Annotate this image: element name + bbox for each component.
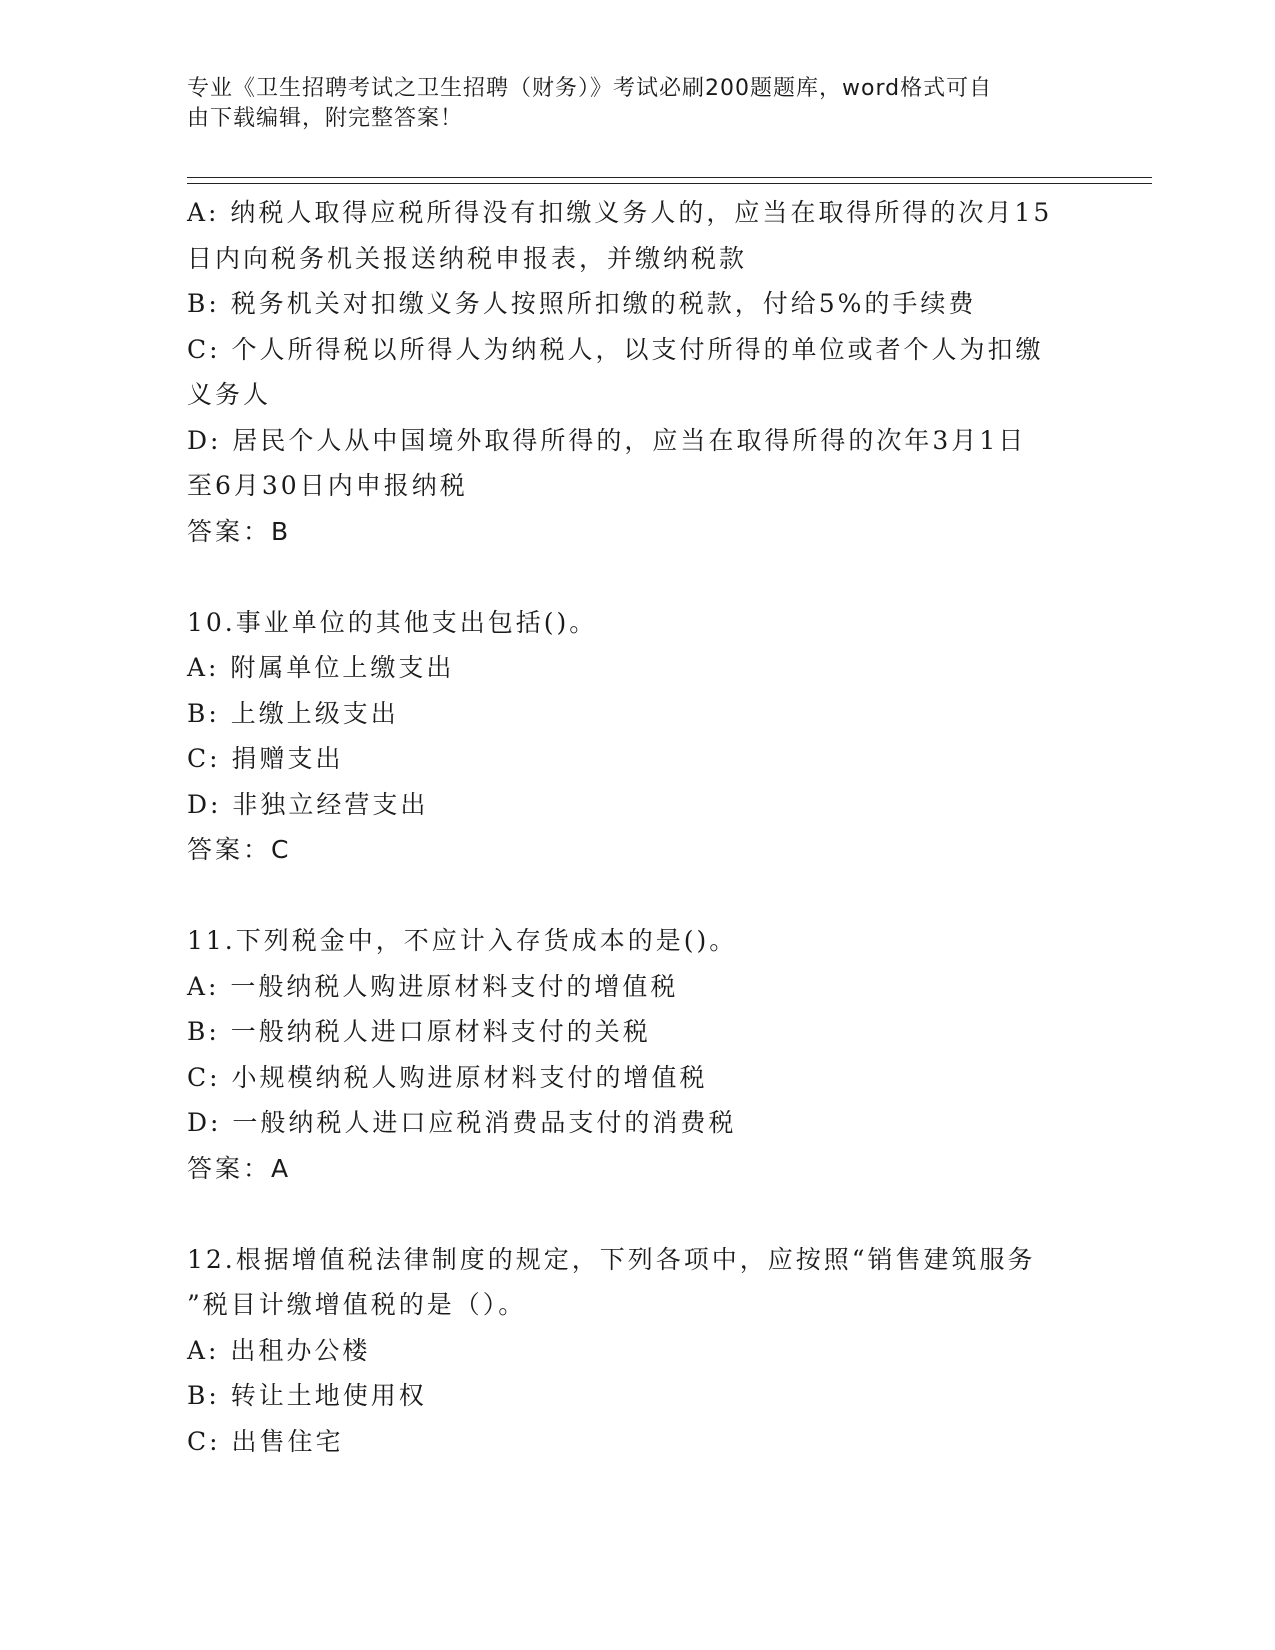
option-d-line-1: D: 居民个人从中国境外取得所得的，应当在取得所得的次年3月1日 [187,425,1027,455]
answer: 答案：A [187,1153,292,1183]
question-text: 10.事业单位的其他支出包括()。 [187,607,598,637]
option-c: C: 捐赠支出 [187,744,344,773]
spacer [187,554,1087,600]
option-a-line-2: 日内向税务机关报送纳税申报表，并缴纳税款 [187,243,748,273]
option-d-line-2: 至6月30日内申报纳税 [187,471,468,500]
option-c: C: 小规模纳税人购进原材料支付的增值税 [187,1062,708,1092]
question-10 [187,600,1087,873]
document-header [187,74,1067,134]
question-text-line-2: ”税目计缴增值税的是（）。 [187,1290,527,1319]
answer: 答案：C [187,835,292,864]
question-12 [187,1237,1087,1465]
option-a: A: 出租办公楼 [187,1335,371,1365]
header-line-1: 专业《卫生招聘考试之卫生招聘（财务）》考试必刷200题题库，word格式可自 [187,76,993,101]
header-divider-top [187,177,1152,178]
option-a: A: 附属单位上缴支出 [187,653,455,682]
question-text-line-1: 12.根据增值税法律制度的规定，下列各项中，应按照“销售建筑服务 [187,1244,1036,1274]
option-c-line-2: 义务人 [187,380,272,409]
question-9 [187,190,1087,554]
option-a-line-1: A: 纳税人取得应税所得没有扣缴义务人的，应当在取得所得的次月15 [187,198,1053,227]
header-line-2: 由下载编辑，附完整答案！ [187,106,464,131]
option-c: C: 出售住宅 [187,1426,344,1456]
spacer [187,873,1087,919]
option-a: A: 一般纳税人购进原材料支付的增值税 [187,971,679,1001]
option-d: D: 一般纳税人进口应税消费品支付的消费税 [187,1108,737,1137]
spacer [187,1191,1087,1237]
answer: 答案：B [187,516,292,546]
question-11 [187,918,1087,1191]
option-c-line-1: C: 个人所得税以所得人为纳税人，以支付所得的单位或者个人为扣缴 [187,334,1044,364]
option-b: B: 上缴上级支出 [187,698,399,728]
option-b: B: 税务机关对扣缴义务人按照所扣缴的税款，付给5%的手续费 [187,289,977,318]
question-text: 11.下列税金中，不应计入存货成本的是()。 [187,926,738,955]
option-b: B: 转让土地使用权 [187,1381,427,1410]
option-d: D: 非独立经营支出 [187,789,429,819]
header-divider-bottom [187,183,1152,184]
option-b: B: 一般纳税人进口原材料支付的关税 [187,1017,651,1046]
question-list [187,190,1087,1464]
